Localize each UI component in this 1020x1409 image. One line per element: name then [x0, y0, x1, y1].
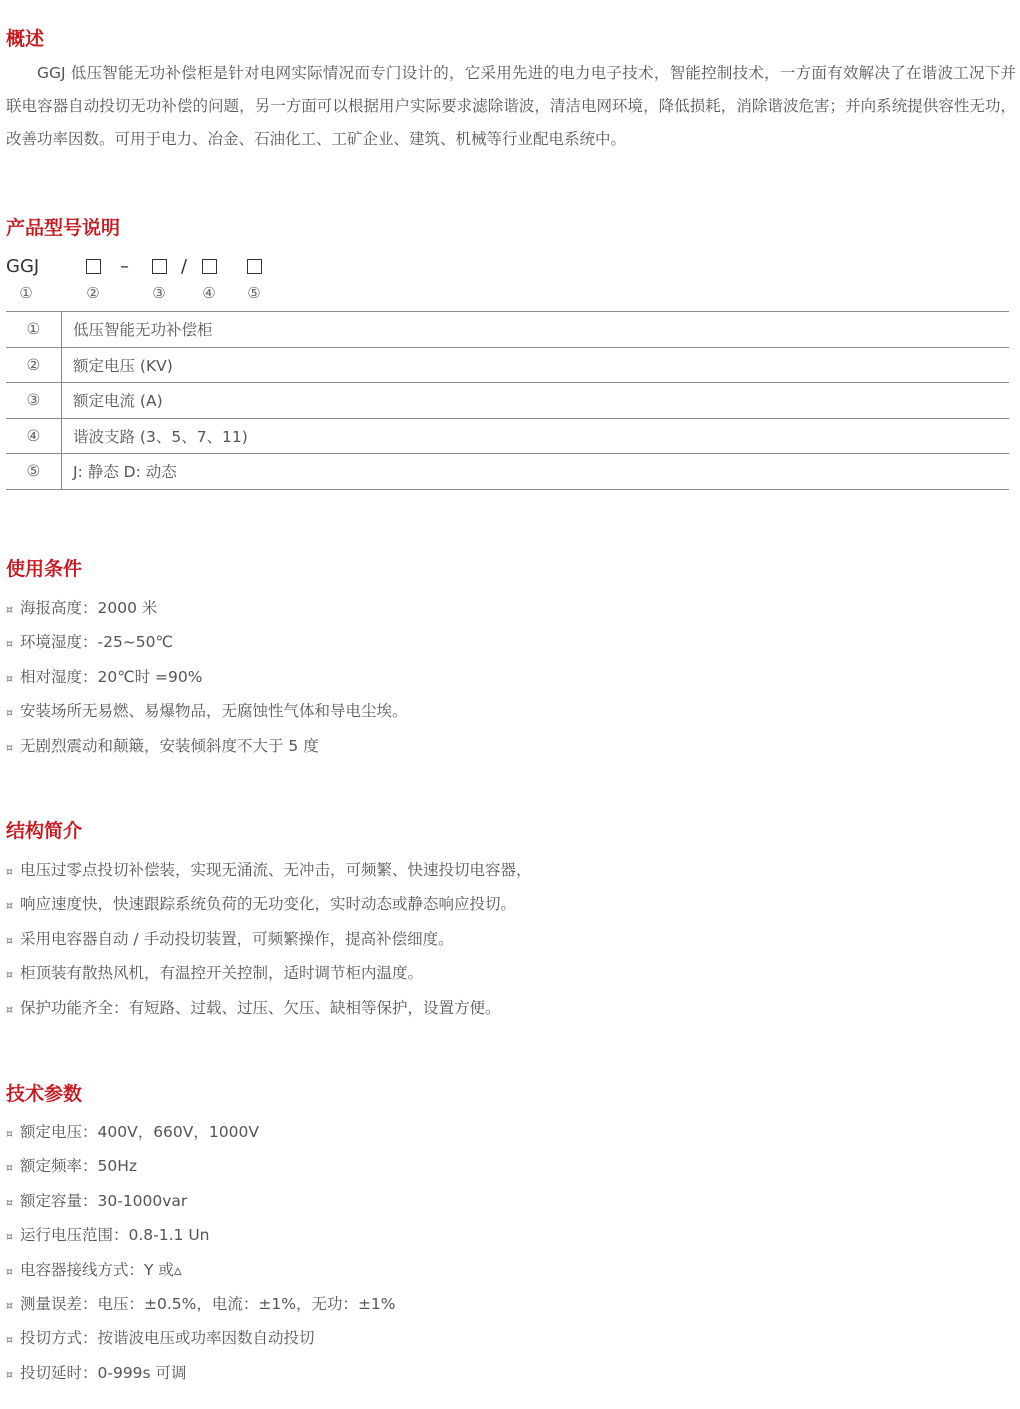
model-table	[6, 311, 1009, 490]
model-slash: /	[181, 256, 188, 277]
bullet-icon: ¤	[6, 706, 13, 720]
list-item: ¤ 安装场所无易燃、易爆物品，无腐蚀性气体和导电尘埃。	[6, 695, 408, 729]
model-number: ②	[86, 284, 100, 302]
structure-heading: 结构简介	[6, 820, 83, 842]
list-item: ¤ 相对湿度：20℃时 =90%	[6, 661, 408, 695]
list-item: ¤ 电容器接线方式：Y 或▵	[6, 1254, 396, 1288]
list-item: ¤ 无剧烈震动和颠簸，安装倾斜度不大于 5 度	[6, 730, 408, 764]
model-slot-box	[202, 259, 217, 274]
table-row	[6, 347, 1009, 383]
bullet-icon: ¤	[6, 899, 13, 913]
bullet-icon: ¤	[6, 1299, 13, 1313]
list-item: ¤ 额定容量：30-1000var	[6, 1185, 396, 1219]
conditions-list	[6, 592, 408, 764]
list-item: ¤ 响应速度快，快速跟踪系统负荷的无功变化，实时动态或静态响应投切。	[6, 888, 532, 922]
list-item: ¤ 运行电压范围：0.8-1.1 Un	[6, 1219, 396, 1253]
model-code: GGJ	[6, 256, 40, 277]
bullet-icon: ¤	[6, 740, 13, 754]
list-item: ¤ 额定频率：50Hz	[6, 1150, 396, 1184]
bullet-icon: ¤	[6, 1161, 13, 1175]
bullet-icon: ¤	[6, 968, 13, 982]
bullet-icon: ¤	[6, 637, 13, 651]
bullet-icon: ¤	[6, 933, 13, 947]
bullet-icon: ¤	[6, 1333, 13, 1347]
conditions-heading: 使用条件	[6, 558, 83, 580]
bullet-icon: ¤	[6, 865, 13, 878]
bullet-icon: ¤	[6, 1264, 13, 1278]
list-item: ¤ 测量误差：电压：±0.5%，电流：±1%，无功：±1%	[6, 1288, 396, 1322]
overview-heading: 概述	[6, 28, 45, 50]
model-number: ③	[152, 284, 166, 302]
list-item: ¤ 柜顶装有散热风机，有温控开关控制，适时调节柜内温度。	[6, 957, 532, 991]
list-item: ¤ 投切延时：0-999s 可调	[6, 1357, 396, 1391]
model-slot-box	[86, 259, 101, 274]
model-number: ①	[19, 284, 33, 302]
row-number: ①	[6, 312, 62, 348]
model-slot-box	[152, 259, 167, 274]
structure-list	[6, 854, 532, 1026]
table-row	[6, 418, 1009, 454]
list-item: ¤ 投切方式：按谐波电压或功率因数自动投切	[6, 1322, 396, 1356]
row-number: ③	[6, 383, 62, 419]
row-description: 额定电压 (KV)	[62, 347, 1010, 383]
bullet-icon: ¤	[6, 1127, 13, 1140]
row-number: ④	[6, 418, 62, 454]
bullet-icon: ¤	[6, 603, 13, 616]
list-item: ¤ 采用电容器自动 / 手动投切装置，可频繁操作，提高补偿细度。	[6, 923, 532, 957]
row-number: ②	[6, 347, 62, 383]
overview-text: GGJ 低压智能无功补偿柜是针对电网实际情况而专门设计的，它采用先进的电力电子技术，智能控制技术，一方面有效解决了在谐波工况下并联电容器自动投切无功补偿的问题，另一方面可以根据用户实际要求滤除谐波，清洁电网环境，降低损耗，消除谐波危害；并向系统提供容性无功，改善功率因数。可用于电力、冶金、石油化工、工矿企业、建筑、机械等行业配电系统中。	[6, 64, 1016, 148]
bullet-icon: ¤	[6, 1367, 13, 1381]
list-item: ¤ 海报高度：2000 米	[6, 592, 408, 626]
params-heading: 技术参数	[6, 1083, 83, 1105]
bullet-icon: ¤	[6, 1002, 13, 1016]
model-dash: –	[120, 256, 129, 277]
model-heading: 产品型号说明	[6, 217, 121, 239]
table-row	[6, 454, 1009, 490]
list-item: ¤ 电压过零点投切补偿装，实现无涌流、无冲击，可频繁、快速投切电容器，	[6, 854, 532, 888]
list-item: ¤ 保护功能齐全：有短路、过载、过压、欠压、缺相等保护，设置方便。	[6, 992, 532, 1026]
bullet-icon: ¤	[6, 1230, 13, 1244]
model-number: ⑤	[247, 284, 261, 302]
model-number: ④	[202, 284, 216, 302]
bullet-icon: ¤	[6, 671, 13, 685]
params-list	[6, 1116, 396, 1391]
table-row	[6, 383, 1009, 419]
list-item: ¤ 环境湿度：-25~50℃	[6, 626, 408, 660]
model-slot-box	[247, 259, 262, 274]
row-number: ⑤	[6, 454, 62, 490]
row-description: J: 静态 D: 动态	[62, 454, 1010, 490]
bullet-icon: ¤	[6, 1195, 13, 1209]
table-row	[6, 312, 1009, 348]
row-description: 额定电流 (A)	[62, 383, 1010, 419]
list-item: ¤ 额定电压：400V，660V，1000V	[6, 1116, 396, 1150]
row-description: 低压智能无功补偿柜	[62, 312, 1010, 348]
row-description: 谐波支路 (3、5、7、11)	[62, 418, 1010, 454]
